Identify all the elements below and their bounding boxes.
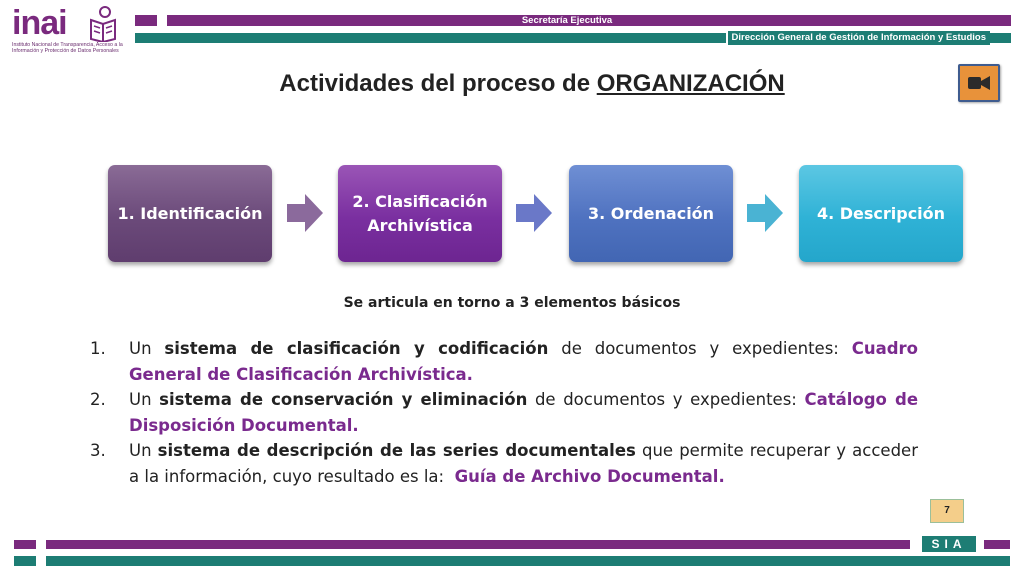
process-step-ordenacion: 3. Ordenación [569, 165, 733, 262]
header-direccion: Dirección General de Gestión de Información y Estudios [726, 31, 990, 45]
arrow-right-icon [287, 194, 323, 232]
page-title [0, 70, 1024, 98]
logo-subtext: Instituto Nacional de Transparencia, Acceso a la Información y Protección de Datos Personales [12, 42, 123, 54]
footer-accent-square [14, 540, 36, 549]
video-camera-icon [968, 76, 990, 90]
logo-wordmark: inai [12, 4, 67, 42]
list-number: 3. [90, 441, 106, 460]
list-bold: sistema de conservación y eliminación [159, 390, 528, 409]
list-item [88, 336, 918, 387]
list-text: de documentos y expedientes: [548, 339, 852, 358]
title-emphasis: ORGANIZACIÓN [596, 70, 785, 97]
list-item [88, 438, 924, 489]
arrow-right-icon [747, 194, 783, 232]
section-subtitle: Se articula en torno a 3 elementos básicos [343, 295, 681, 311]
footer-bar-purple [46, 540, 910, 549]
list-number: 1. [90, 339, 106, 358]
footer-bar-teal [46, 556, 1010, 566]
process-step-identificacion: 1. Identificación [108, 165, 272, 262]
footer-accent-square [14, 556, 36, 566]
video-button[interactable] [958, 64, 1000, 102]
title-prefix: Actividades del proceso de [279, 70, 597, 97]
footer-sia-label: SIA [922, 536, 976, 552]
list-highlight: Catálogo de Disposición Documental. [129, 390, 919, 435]
header-secretaria: Secretaría Ejecutiva [521, 15, 613, 26]
list-text: Un [129, 390, 160, 409]
process-step-clasificacion: 2. Clasificación Archivística [338, 165, 502, 262]
logo-person-book-icon [88, 6, 118, 42]
list-text: de documentos y expedientes: [527, 390, 805, 409]
list-bold: sistema de descripción de las series documentales [157, 441, 636, 460]
elements-list [88, 336, 924, 489]
list-text: que permite recuperar y acceder a la información, cuyo resultado es la: [129, 441, 924, 486]
header-accent-square [135, 15, 157, 26]
list-number: 2. [90, 390, 106, 409]
arrow-right-icon [516, 194, 552, 232]
list-text: Un [129, 441, 158, 460]
list-highlight: Cuadro General de Clasificación Archivística. [129, 339, 919, 384]
page-number: 7 [930, 499, 964, 523]
list-bold: sistema de clasificación y codificación [164, 339, 549, 358]
process-step-descripcion: 4. Descripción [799, 165, 963, 262]
footer-accent-square [984, 540, 1010, 549]
list-item [88, 387, 918, 438]
list-highlight: Guía de Archivo Documental. [454, 466, 725, 486]
list-text: Un [129, 339, 165, 358]
